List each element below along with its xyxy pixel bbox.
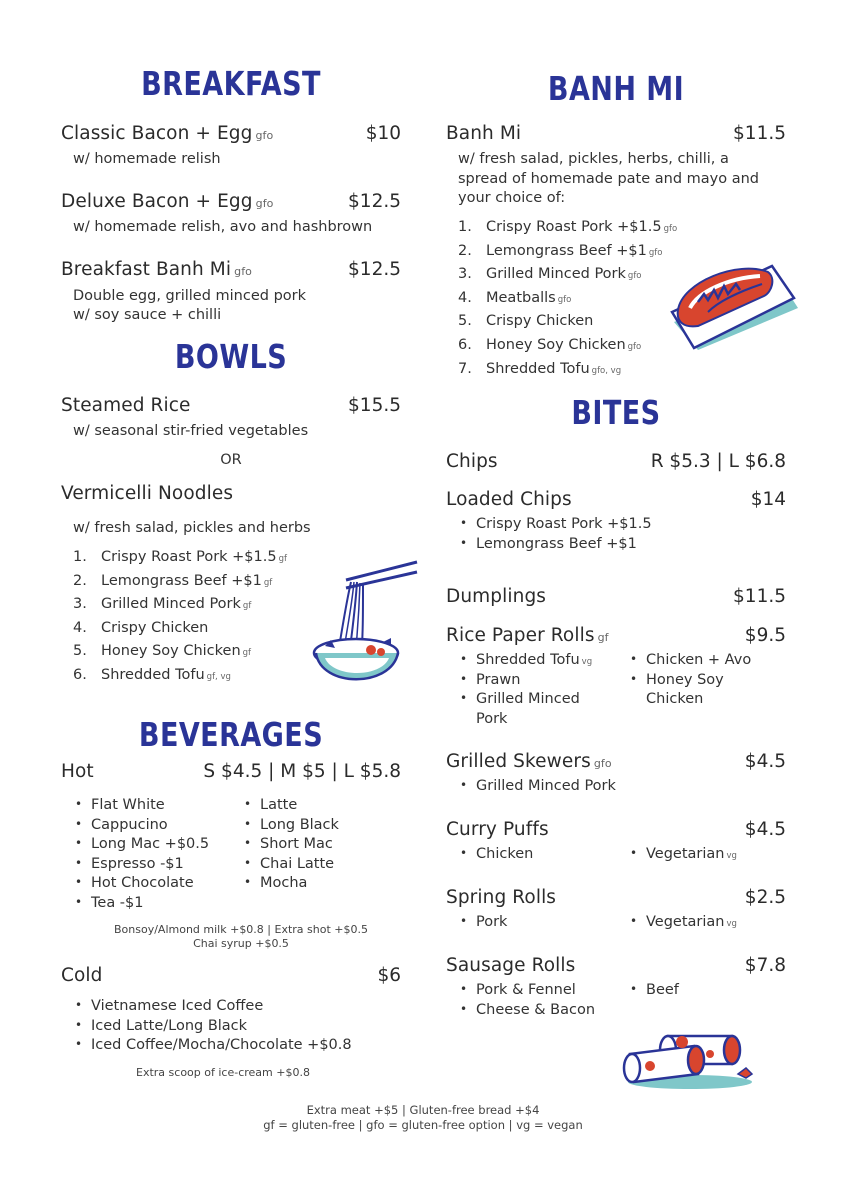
list-item: • Long Black xyxy=(244,817,339,837)
loaded-chips-options xyxy=(460,516,652,555)
item-price: $2.5 xyxy=(744,887,786,908)
or-divider: OR xyxy=(220,452,242,468)
list-item-continuation: Pork xyxy=(476,710,508,727)
item-description: Double egg, grilled minced pork xyxy=(73,288,307,304)
banh-mi-illustration xyxy=(668,252,804,354)
list-item: • Crispy Roast Pork +$1.5 xyxy=(460,516,652,536)
item-description: w/ homemade relish xyxy=(73,151,221,167)
diet-tag: gfo xyxy=(255,129,274,142)
footer-extras: Extra meat +$5 | Gluten-free bread +$4 xyxy=(306,1103,540,1117)
spring-rolls-option-left xyxy=(460,914,507,934)
item-price: $11.5 xyxy=(733,123,786,144)
item-name: Steamed Rice xyxy=(61,395,191,416)
list-item: • Prawn xyxy=(460,672,592,692)
menu-item-curry-puffs xyxy=(446,819,786,845)
list-item: • Cheese & Bacon xyxy=(460,1002,595,1022)
rice-paper-options-right xyxy=(630,652,751,711)
list-item: • Chicken + Avo xyxy=(630,652,751,672)
list-item: • Shredded Tofu vg xyxy=(460,652,592,672)
cold-drinks-note: Extra scoop of ice-cream +$0.8 xyxy=(136,1066,310,1079)
list-item: • Honey Soy xyxy=(630,672,751,692)
list-item: • Vegetarian vg xyxy=(630,846,737,866)
item-price: $4.5 xyxy=(744,819,786,840)
item-name: Vermicelli Noodles xyxy=(61,483,234,504)
menu-item-cold-drinks xyxy=(61,965,401,991)
diet-tag: gf xyxy=(597,631,609,644)
menu-item-banh-mi xyxy=(446,123,786,149)
noodle-bowl-illustration xyxy=(311,558,421,698)
spring-rolls-illustration xyxy=(620,1020,760,1092)
list-item: • Chicken xyxy=(460,846,533,866)
item-description: your choice of: xyxy=(458,190,566,206)
list-item: • Short Mac xyxy=(244,836,339,856)
cold-drinks-list xyxy=(75,998,352,1057)
item-description: w/ seasonal stir-fried vegetables xyxy=(73,423,309,439)
list-item: • Tea -$1 xyxy=(75,895,209,915)
spring-rolls-option-right xyxy=(630,914,737,934)
bowls-title: BOWLS xyxy=(174,337,288,376)
diet-tag: gfo xyxy=(593,757,612,770)
curry-puffs-option-left xyxy=(460,846,533,866)
hot-drinks-list-left xyxy=(75,797,209,914)
list-item: • Chai Latte xyxy=(244,856,339,876)
list-item: • Iced Coffee/Mocha/Chocolate +$0.8 xyxy=(75,1037,352,1057)
menu-item-dumplings xyxy=(446,586,786,612)
item-price: $9.5 xyxy=(744,625,786,646)
list-item: • Pork & Fennel xyxy=(460,982,595,1002)
list-item-continuation: Chicken xyxy=(646,691,704,707)
item-name: Sausage Rolls xyxy=(446,955,576,976)
list-item: • Beef xyxy=(630,982,679,1002)
item-price: $14 xyxy=(750,489,786,510)
breakfast-title: BREAKFAST xyxy=(141,64,321,103)
rice-paper-options-left xyxy=(460,652,592,730)
menu-item-rice-paper-rolls xyxy=(446,625,786,651)
menu-item-sausage-rolls xyxy=(446,955,786,981)
item-name: Banh Mi xyxy=(446,123,522,144)
item-description: spread of homemade pate and mayo and xyxy=(458,171,760,187)
sausage-rolls-option-right xyxy=(630,982,679,1002)
footer-legend: gf = gluten-free | gfo = gluten-free option | vg = vegan xyxy=(263,1118,583,1132)
item-name: Classic Bacon + Egg xyxy=(61,123,253,144)
item-name: Chips xyxy=(446,451,498,472)
hot-drinks-list-right xyxy=(244,797,339,895)
item-price: $15.5 xyxy=(348,395,401,416)
item-description: w/ soy sauce + chilli xyxy=(73,307,222,323)
item-price: $7.8 xyxy=(744,955,786,976)
item-description: w/ homemade relish, avo and hashbrown xyxy=(73,219,373,235)
item-price: R $5.3 | L $6.8 xyxy=(650,451,786,472)
menu-item-deluxe-bacon-egg xyxy=(61,191,401,217)
list-item: • Flat White xyxy=(75,797,209,817)
hot-drinks-note: Bonsoy/Almond milk +$0.8 | Extra shot +$0.5 Chai syrup +$0.5 xyxy=(114,923,368,950)
menu-item-grilled-skewers xyxy=(446,751,786,777)
item-name: Breakfast Banh Mi xyxy=(61,259,232,280)
diet-tag: gfo xyxy=(255,197,274,210)
item-price: $4.5 xyxy=(744,751,786,772)
item-description: w/ fresh salad, pickles, herbs, chilli, a xyxy=(458,151,729,167)
list-item: • Long Mac +$0.5 xyxy=(75,836,209,856)
item-name: Spring Rolls xyxy=(446,887,557,908)
item-price: $12.5 xyxy=(348,191,401,212)
list-item: • Grilled Minced Pork xyxy=(460,778,616,798)
curry-puffs-option-right xyxy=(630,846,737,866)
banh-mi-title: BANH MI xyxy=(547,69,685,108)
beverages-title: BEVERAGES xyxy=(138,715,324,754)
bites-title: BITES xyxy=(571,393,661,432)
item-name: Loaded Chips xyxy=(446,489,572,510)
menu-item-loaded-chips xyxy=(446,489,786,515)
menu-item-steamed-rice xyxy=(61,395,401,421)
list-item: • Iced Latte/Long Black xyxy=(75,1018,352,1038)
item-description: w/ fresh salad, pickles and herbs xyxy=(73,520,311,536)
list-item: • Grilled Minced xyxy=(460,691,592,711)
item-name: Rice Paper Rolls xyxy=(446,625,595,646)
item-price: S $4.5 | M $5 | L $5.8 xyxy=(203,761,401,782)
list-item: • Latte xyxy=(244,797,339,817)
item-price: $10 xyxy=(365,123,401,144)
list-item: • Hot Chocolate xyxy=(75,875,209,895)
item-price: $6 xyxy=(377,965,401,986)
list-item: • Espresso -$1 xyxy=(75,856,209,876)
list-item: • Lemongrass Beef +$1 xyxy=(460,536,652,556)
item-name: Deluxe Bacon + Egg xyxy=(61,191,253,212)
item-name: Curry Puffs xyxy=(446,819,549,840)
item-name: Grilled Skewers xyxy=(446,751,591,772)
list-item: • Cappucino xyxy=(75,817,209,837)
menu-item-hot-drinks xyxy=(61,761,401,787)
menu-item-spring-rolls xyxy=(446,887,786,913)
menu-item-vermicelli xyxy=(61,483,401,509)
list-item: • Pork xyxy=(460,914,507,934)
list-item: • Vegetarian vg xyxy=(630,914,737,934)
item-name: Hot xyxy=(61,761,94,782)
menu-item-classic-bacon-egg xyxy=(61,123,401,149)
item-name: Cold xyxy=(61,965,103,986)
item-price: $11.5 xyxy=(733,586,786,607)
skewers-options xyxy=(460,778,616,798)
diet-tag: gfo xyxy=(234,265,252,278)
item-price: $12.5 xyxy=(348,259,401,280)
menu-item-chips xyxy=(446,451,786,477)
item-name: Dumplings xyxy=(446,586,547,607)
sausage-rolls-options-left xyxy=(460,982,595,1021)
list-item: • Vietnamese Iced Coffee xyxy=(75,998,352,1018)
menu-item-breakfast-banh-mi xyxy=(61,259,401,285)
list-item: • Mocha xyxy=(244,875,339,895)
